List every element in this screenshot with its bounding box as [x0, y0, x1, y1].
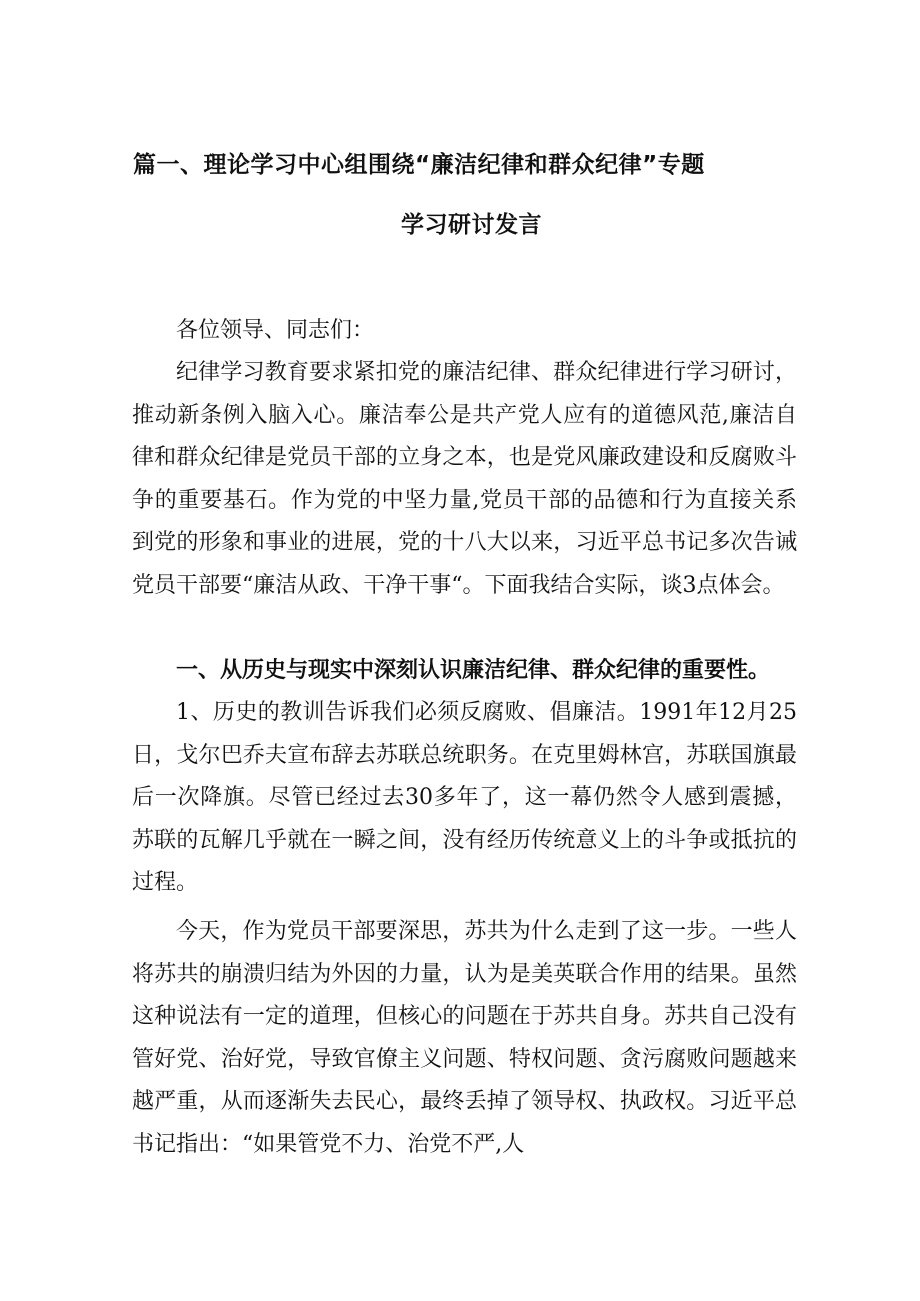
document-title-line-1: 篇一、理论学习中心组围绕“廉洁纪律和群众纪律”专题 [133, 152, 705, 178]
salutation: 各位领导、同志们： [176, 318, 375, 343]
document-title-line-2: 学习研讨发言 [401, 212, 542, 238]
section-heading-1: 一、从历史与现实中深刻认识廉洁纪律、群众纪律的重要性。 [176, 658, 771, 683]
paragraph-reflection: 今天，作为党员干部要深思，苏共为什么走到了这一步。一些人将苏共的崩溃归结为外因的力量，认为是美英联合作用的结果。虽然这种说法有一定的道理，但核心的问题在于苏共自身。苏共自己没有管好党、治好党，导致官僚主义问题、特权问题、贪污腐败问题越来越严重，从而逐渐失去民心，最终丢掉了领导权、执政权。习近平总书记指出：“如果管党不力、治党不严,人 [132, 919, 797, 1157]
paragraph-history: 1、历史的教训告诉我们必须反腐败、倡廉洁。1991年12月25日，戈尔巴乔夫宣布辞去苏联总统职务。在克里姆林宫，苏联国旗最后一次降旗。尽管已经过去30多年了，这一幕仍然令人感到震撼，苏联的瓦解几乎就在一瞬之间，没有经历传统意义上的斗争或抵抗的过程。 [132, 700, 797, 896]
paragraph-intro: 纪律学习教育要求紧扣党的廉洁纪律、群众纪律进行学习研讨，推动新条例入脑入心。廉洁奉公是共产党人应有的道德风范,廉洁自律和群众纪律是党员干部的立身之本，也是党风廉政建设和反腐败斗争的重要基石。作为党的中坚力量,党员干部的品德和行为直接关系到党的形象和事业的进展，党的十八大以来，习近平总书记多次告诫党员干部要“廉洁从政、干净干事“。下面我结合实际，谈3点体会。 [132, 360, 797, 598]
